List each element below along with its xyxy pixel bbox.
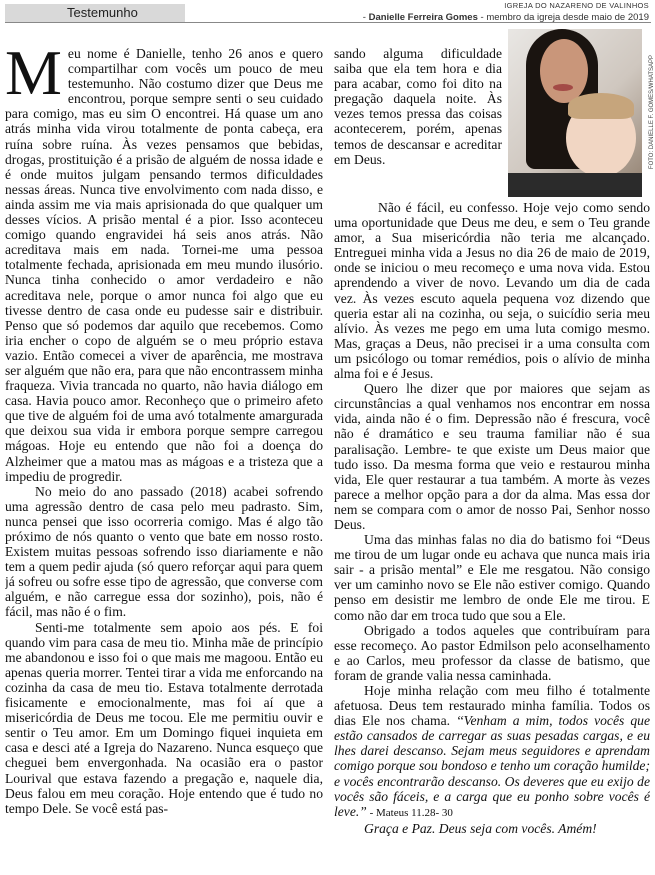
article-paragraph: Obrigado a todos aqueles que contribuíram para esse recomeço. Ao pastor Edmilson pelo aconselhamento e ao Carlos, meu professor da classe de batismo, que foram de grande valia nessa caminhada. [334, 622, 650, 683]
article-paragraph: Senti-me totalmente sem apoio aos pés. E foi quando vim para casa de meu tio. Minha mãe de princípio me abandonou e isso foi o que mais me magoou. Então eu apenas queria morrer. Tentei tirar a vida me enforcando na cozinha da casa de meu tio. Estava totalmente derrotada fisicamente e emocionalmente, mas foi aí que a misericórdia de Deus me tocou. Ele me permitiu ouvir e sentir o Teu amor. Em um Domingo fiquei inquieta em casa e desci até a Igreja do Nazareno. Nunca esqueço que cheguei bem envergonhada. Na ocasião era o pastor Lourival que estava fazendo a pregação e, naquele dia, Deus falou em meu coração. Hoje entendo que é tudo no tempo Dele. Se você está pas- [5, 619, 323, 816]
article-paragraph: Uma das minhas falas no dia do batismo foi “Deus me tirou de um lugar onde eu achava que nunca mais iria sair - a prisão mental” e Ele me resgatou. Não consigo ver um caminho novo se Ele não estiver comigo. Quando penso em desistir me lembro de onde Ele me tirou. E como não dar em troca tudo que sou a Ele. [334, 532, 650, 623]
section-title: Testemunho [67, 5, 138, 20]
author-byline: - Danielle Ferreira Gomes - membro da igreja desde maio de 2019 [362, 12, 649, 23]
bible-quote: ‘‘Venham a mim, todos vocês que estão cansados de carregar as suas pesadas cargas, e eu lhes darei descanso. Sejam meus seguidores e aprendam comigo porque sou bondoso e tenho um coração humilde; e vocês encontrarão descanso. Os deveres que eu exijo de vocês são fáceis, e a carga que eu ponho sobre vocês é leve.” [334, 713, 650, 819]
article-column-right-top [334, 46, 502, 224]
drop-cap: M [5, 46, 62, 108]
article-paragraph: sando alguma dificuldade saiba que ela tem hora e dia para acabar, como foi dito na pregação daquela noite. Às vezes temos pressa das coisas acontecerem, porém, apenas temos de descansar e acreditar em Deus. [334, 46, 502, 167]
author-name: Danielle Ferreira Gomes [368, 12, 478, 23]
photo-credit: FOTO: DANIELLE F. GOMES/WHATSAPP [649, 54, 655, 170]
article-paragraph: Quero lhe dizer que por maiores que sejam as circunstâncias a qual venhamos nos encontrar em nossa vida, ainda não é o fim. Depressão não é frescura, você não é dramático e seu trauma familiar não é sua paralisação. Lembre- te que existe um Deus maior que tudo isso. Da mesma forma que veio e restaurou minha vida, Ele quer restaurar a tua também. A morte às vezes parece a melhor opção para a dor da alma. Mas essa dor nem se compara com o amor de nosso Pai, Senhor nosso Deus. [334, 381, 650, 532]
article-paragraph: Não é fácil, eu confesso. Hoje vejo como sendo uma oportunidade que Deus me deu, e sem o Teu grande amor, a Sua misericórdia não teria me alcançado. Entreguei minha vida a Jesus no dia 26 de maio de 2019, onde se iniciou o meu recomeço e uma nova vida. Estou aprendendo a viver de novo. Levando um dia de cada vez. Às vezes escuto aquela pequena voz dizendo que queria estar ali na cozinha, ou seja, o suicídio seria meu alívio. Às vezes me pego em uma luta comigo mesmo. Mas, graças a Deus, não precisei ir a uma consulta com um psicólogo ou tomar remédios, pois o alívio de minha alma foi e é Jesus. [334, 200, 650, 382]
article-column-right [334, 200, 650, 872]
closing-line: Graça e Paz. Deus seja com vocês. Amém! [364, 820, 597, 836]
author-membership: - membro da igreja desde maio de 2019 [477, 12, 649, 23]
article-paragraph: Meu nome é Danielle, tenho 26 anos e quero compartilhar com vocês um pouco de meu testemunho. Não costumo dizer que Deus me encontrou, porque sempre senti o seu cuidado para comigo, mas eu sim O encontrei. Há quase um ano atrás minha vida virou totalmente de ponta cabeça, era ruína sobre ruína. Às vezes pensamos que bebidas, drogas, prostituição é a prisão de alguém de nossa idade e é onde muitos julgam pensando termos dificuldades nessas áreas. Nunca tive envolvimento com nada disso, e ainda assim me via mais aprisionada do que qualquer um desses vícios. A prisão mental é a pior. Isso aconteceu comigo quando engravidei há seis anos atrás. Não acreditava mais em nada. Tornei-me uma pessoa totalmente fechada, aprisionada em meu mundo ilusório. Nunca tinha conhecido o amor verdadeiro e não acreditava nele, porque o amor nunca foi algo que eu tivesse dentro de casa onde eu pudesse sair e distribuir. Penso que só podemos dar aquilo que recebemos. Como iria encher o copo de alguém se o meu próprio estava vazio. Então comecei a viver de aparência, me mostrava ser alguém que não era, para que não encontrassem minha fraqueza. Vivia trancada no quarto, não havia diálogo em casa. Havia pouco amor. Reconheço que o primeiro afeto que tive de alguém foi de uma avó totalmente amargurada que deixou sua vida ir embora porque sempre carregou mágoas. Hoje eu entendo que não foi a doença do Alzheimer que a matou mas as mágoas e a tristeza que a impediu de progredir. [5, 46, 323, 484]
bible-reference: - Mateus 11.28- 30 [366, 806, 453, 819]
article-paragraph: No meio do ano passado (2018) acabei sofrendo uma agressão dentro de casa pelo meu padrasto. Sim, nunca pensei que isso ocorreria comigo. Mas é algo tão próximo de nós quanto o vento que bate em nosso rosto. Existem muitas pessoas sofrendo isso diariamente e não tem a quem pedir ajuda (só quero reforçar aqui para quem já sofreu ou sofre esse tipo de agressão, que converse com alguém, e não carregue essa dor sozinho), pois, não é fácil, mas não é o fim. [5, 483, 323, 620]
section-tab [5, 4, 185, 22]
author-photo [508, 29, 642, 197]
article-paragraph: Hoje minha relação com meu filho é totalmente afetuosa. Deus tem restaurado minha família. Todos os dias Ele nos chama. ‘‘Venham a mim, todos vocês que estão cansados de carregar as suas pesadas cargas, e eu lhes darei descanso. Sejam meus seguidores e aprendam comigo porque sou bondoso e tenho um coração humilde; e vocês encontrarão descanso. Os deveres que eu exijo de vocês são fáceis, e a carga que eu ponho sobre vocês é leve.” - Mateus 11.28- 30 [334, 683, 650, 819]
article-column-left [5, 46, 323, 872]
church-name: IGREJA DO NAZARENO DE VALINHOS [504, 1, 649, 10]
